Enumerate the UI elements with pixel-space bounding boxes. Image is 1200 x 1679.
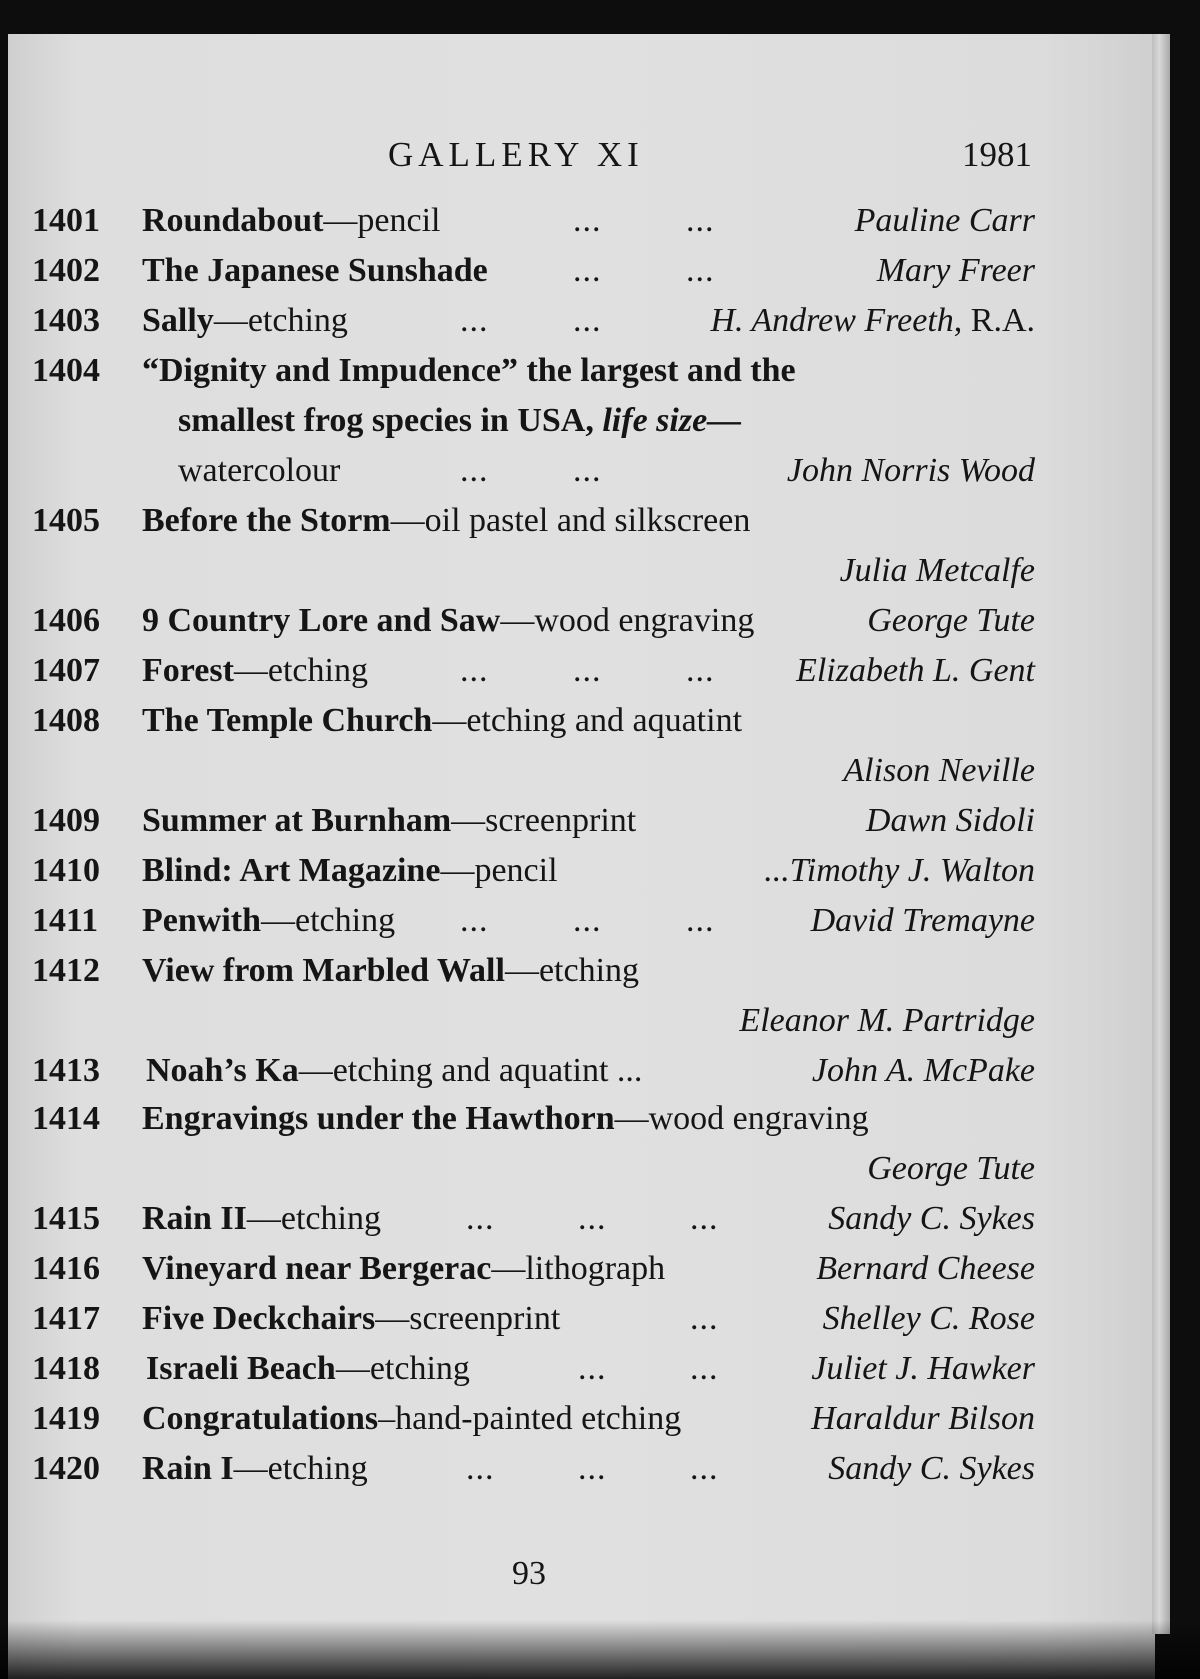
entry-number: 1411: [32, 902, 99, 939]
entry-text: [142, 952, 639, 990]
entry-title: Congratulations: [142, 1400, 379, 1437]
entry-title: Noah’s Ka: [146, 1052, 299, 1089]
bottom-shadow: [0, 1620, 1200, 1679]
entry-medium: —etching: [233, 1450, 368, 1487]
entry-title: Israeli Beach: [146, 1350, 336, 1387]
entry-number: 1407: [32, 652, 100, 689]
entry-title: Roundabout: [142, 202, 324, 239]
entry-number: 1405: [32, 502, 100, 539]
entry-text: [142, 1200, 381, 1238]
catalogue-entry: [0, 802, 1200, 852]
leader-dots: ...: [578, 1200, 607, 1237]
catalogue-entry: [0, 1200, 1200, 1250]
catalogue-entry: [0, 902, 1200, 952]
entry-title: 9 Country Lore and Saw: [142, 602, 501, 639]
entry-text: [142, 702, 742, 740]
entry-artist: George Tute: [867, 1150, 1035, 1187]
entry-artist: Eleanor M. Partridge: [739, 1002, 1035, 1039]
entry-artist: Haraldur Bilson: [811, 1400, 1035, 1437]
entry-medium: —lithograph: [491, 1250, 666, 1287]
entry-artist: Mary Freer: [876, 252, 1035, 289]
leader-dots: ...: [578, 1350, 607, 1387]
entry-artist: Dawn Sidoli: [865, 802, 1035, 839]
entry-title: Engravings under the Hawthorn: [142, 1100, 615, 1137]
catalogue-entry: [0, 602, 1200, 652]
entry-medium: —etching: [335, 1350, 470, 1387]
entry-title: Rain I: [142, 1450, 234, 1487]
catalogue-entry: [0, 352, 1200, 402]
entry-medium: –hand-painted etching: [378, 1400, 682, 1437]
entry-number: 1418: [32, 1350, 100, 1387]
entry-number: 1402: [32, 252, 100, 289]
entry-medium: —etching and aquatint ...: [298, 1052, 643, 1089]
entry-medium: —etching and aquatint: [432, 702, 743, 739]
entry-artist: Pauline Carr: [854, 202, 1035, 239]
entry-text: [142, 1100, 869, 1138]
entry-title: Forest: [142, 652, 234, 689]
entry-number: 1413: [32, 1052, 100, 1089]
catalogue-year: 1981: [962, 135, 1032, 174]
catalogue-entry: [0, 1100, 1200, 1150]
entry-artist: ...Timothy J. Walton: [764, 852, 1035, 889]
catalogue-entry-continuation: [0, 752, 1200, 802]
catalogue-entry: [0, 702, 1200, 752]
leader-dots: ...: [460, 902, 489, 939]
leader-dots: ...: [573, 252, 602, 289]
entry-title: Five Deckchairs: [142, 1300, 376, 1337]
catalogue-entry-continuation: [0, 402, 1200, 452]
catalogue-entry: [0, 852, 1200, 902]
entry-number: 1404: [32, 352, 100, 389]
entry-artist: Sandy C. Sykes: [828, 1200, 1035, 1237]
entry-artist: David Tremayne: [810, 902, 1035, 939]
catalogue-entry: [0, 252, 1200, 302]
entry-medium: —screenprint: [451, 802, 637, 839]
entry-artist: Alison Neville: [843, 752, 1035, 789]
leader-dots: ...: [690, 1350, 719, 1387]
leader-dots: ...: [573, 902, 602, 939]
entry-title: smallest frog species in USA,: [178, 402, 594, 439]
leader-dots: ...: [573, 452, 602, 489]
entry-number: 1417: [32, 1300, 100, 1337]
entry-text: [178, 402, 741, 440]
catalogue-entry-continuation: [0, 452, 1200, 502]
entry-artist: Shelley C. Rose: [822, 1300, 1035, 1337]
entry-text: [142, 802, 636, 840]
entry-text: [142, 852, 558, 890]
catalogue-entry: [0, 1300, 1200, 1350]
leader-dots: ...: [686, 202, 715, 239]
entry-medium: —etching: [261, 902, 396, 939]
entry-text: [142, 1450, 368, 1488]
entry-medium: —oil pastel and silkscreen: [390, 502, 751, 539]
catalogue-entry: [0, 1350, 1200, 1400]
entry-number: 1403: [32, 302, 100, 339]
entry-medium: —screenprint: [375, 1300, 561, 1337]
leader-dots: ...: [686, 902, 715, 939]
entry-number: 1408: [32, 702, 100, 739]
entry-number: 1410: [32, 852, 100, 889]
entry-text: [142, 1300, 560, 1338]
entry-artist: H. Andrew Freeth, R.A.: [710, 302, 1035, 339]
catalogue-entry: [0, 1052, 1200, 1102]
entry-artist: Julia Metcalfe: [839, 552, 1035, 589]
entry-text: [142, 1250, 665, 1288]
entry-number: 1412: [32, 952, 100, 989]
entry-number: 1419: [32, 1400, 100, 1437]
entry-medium: —etching: [233, 652, 368, 689]
leader-dots: ...: [466, 1450, 495, 1487]
entry-text: [142, 652, 368, 690]
entry-medium: —wood engraving: [614, 1100, 869, 1137]
catalogue-entry: [0, 1250, 1200, 1300]
entry-medium: —pencil: [323, 202, 441, 239]
page-number: 93: [512, 1555, 546, 1592]
entry-title: Before the Storm: [142, 502, 391, 539]
catalogue-entry: [0, 202, 1200, 252]
entry-number: 1401: [32, 202, 100, 239]
entry-title: Blind: Art Magazine: [142, 852, 441, 889]
entry-number: 1414: [32, 1100, 100, 1137]
entry-title-italic: life size—: [593, 402, 742, 439]
entry-medium: —etching: [504, 952, 640, 989]
entry-text: [142, 902, 395, 940]
leader-dots: ...: [460, 302, 489, 339]
entry-text: [142, 502, 750, 540]
entry-title: Summer at Burnham: [142, 802, 452, 839]
leader-dots: ...: [686, 652, 715, 689]
entry-artist: Elizabeth L. Gent: [796, 652, 1035, 689]
leader-dots: ...: [573, 202, 602, 239]
entry-title: View from Marbled Wall: [142, 952, 505, 989]
entry-number: 1416: [32, 1250, 100, 1287]
entry-artist: Juliet J. Hawker: [811, 1350, 1035, 1387]
catalogue-entry: [0, 652, 1200, 702]
catalogue-entry: [0, 1450, 1200, 1500]
leader-dots: ...: [690, 1200, 719, 1237]
leader-dots: ...: [690, 1450, 719, 1487]
entry-medium: —etching: [246, 1200, 381, 1237]
entry-title: The Temple Church: [142, 702, 433, 739]
entry-number: 1420: [32, 1450, 100, 1487]
entry-text: [142, 302, 348, 340]
leader-dots: ...: [466, 1200, 495, 1237]
catalogue-entry: [0, 502, 1200, 552]
leader-dots: ...: [573, 302, 602, 339]
entry-title: The Japanese Sunshade: [142, 252, 488, 289]
entry-medium: —wood engraving: [500, 602, 755, 639]
catalogue-entry: [0, 302, 1200, 352]
leader-dots: ...: [573, 652, 602, 689]
entry-text: [142, 602, 754, 640]
entry-title: Rain II: [142, 1200, 247, 1237]
entry-text: [142, 202, 441, 240]
catalogue-entry-continuation: [0, 552, 1200, 602]
catalogue-entry: [0, 952, 1200, 1002]
entry-number: 1409: [32, 802, 100, 839]
leader-dots: ...: [686, 252, 715, 289]
catalogue-entry-continuation: [0, 1002, 1200, 1052]
entry-text: [142, 1400, 681, 1438]
catalogue-entry-continuation: [0, 1150, 1200, 1200]
entry-artist: Bernard Cheese: [816, 1250, 1035, 1287]
entry-title: Penwith: [142, 902, 261, 939]
catalogue-entry: [0, 1400, 1200, 1450]
entry-medium: —etching: [213, 302, 348, 339]
entry-medium: —pencil: [440, 852, 558, 889]
leader-dots: ...: [460, 452, 489, 489]
entry-number: 1406: [32, 602, 100, 639]
entry-medium: watercolour: [178, 452, 341, 489]
entry-artist: Sandy C. Sykes: [828, 1450, 1035, 1487]
entry-text: [142, 252, 488, 290]
entry-text: [146, 1052, 642, 1090]
gallery-title: GALLERY XI: [388, 135, 644, 174]
leader-dots: ...: [578, 1450, 607, 1487]
entry-number: 1415: [32, 1200, 100, 1237]
entry-text: [146, 1350, 470, 1388]
entry-title: “Dignity and Impudence” the largest and the: [142, 352, 796, 389]
leader-dots: ...: [460, 652, 489, 689]
entry-artist: John A. McPake: [811, 1052, 1035, 1089]
entry-title: Vineyard near Bergerac: [142, 1250, 492, 1287]
entry-artist: George Tute: [867, 602, 1035, 639]
leader-dots: ...: [690, 1300, 719, 1337]
entry-artist: John Norris Wood: [786, 452, 1035, 489]
entry-title: Sally: [142, 302, 214, 339]
